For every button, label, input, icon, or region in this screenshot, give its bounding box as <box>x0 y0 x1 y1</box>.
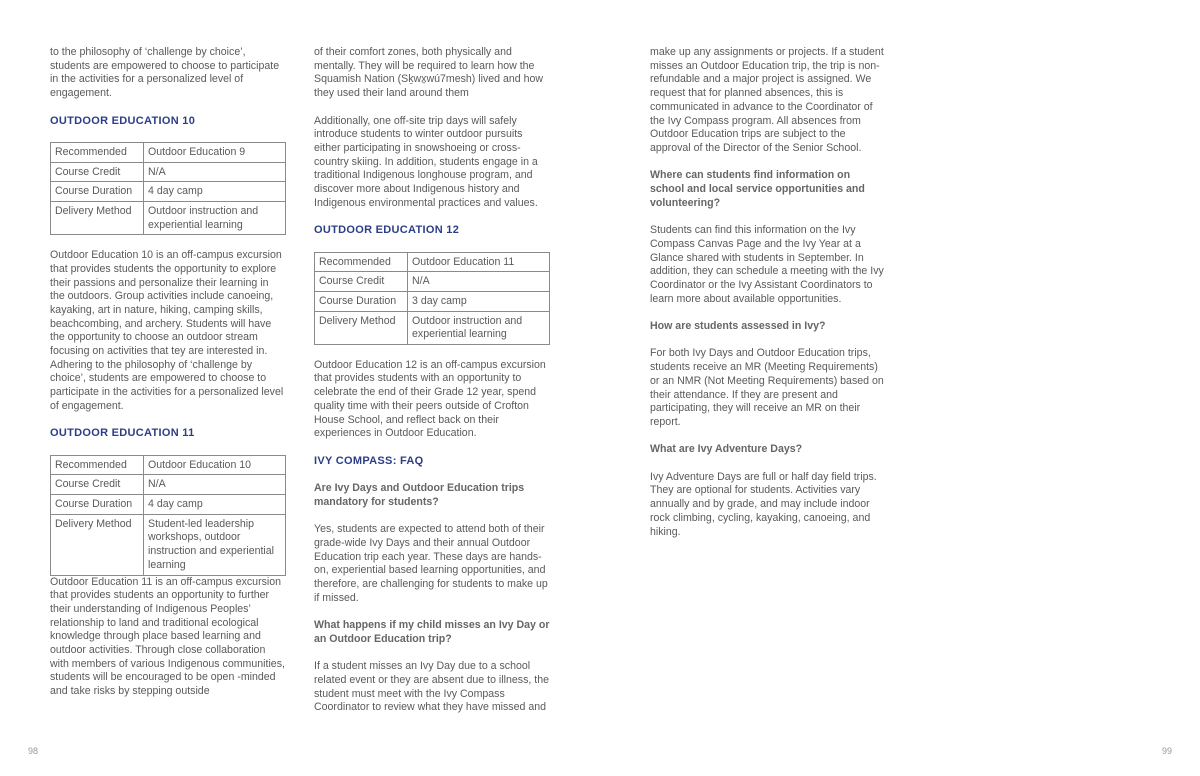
table-row <box>51 475 286 495</box>
oe12-heading: OUTDOOR EDUCATION 12 <box>314 224 460 237</box>
table-value: Student-led leadership workshops, outdoor instruction and experiential learning <box>144 514 286 575</box>
table-value: N/A <box>144 162 286 182</box>
table-key: Course Credit <box>51 162 144 182</box>
table-value: Outdoor Education 9 <box>144 142 286 162</box>
table-key: Course Credit <box>315 272 408 292</box>
table-key: Course Duration <box>51 495 144 515</box>
faq-question-1: Are Ivy Days and Outdoor Education trips mandatory for students? <box>314 482 525 508</box>
faq-answer-1: Yes, students are expected to attend both of their grade-wide Ivy Days and their annual Outdoor Education trip each year. These days are hands-on, experiential based learning opportunities, and therefore, are challenging for students to make up if missed. <box>314 523 548 604</box>
faq-question-2: What happens if my child misses an Ivy Day or an Outdoor Education trip? <box>314 619 550 645</box>
faq-answer-5: Ivy Adventure Days are full or half day field trips. They are optional for students. Activities vary annually and by grade, and may include indoor rock climbing, cycling, kayaking, canoeing, and hiking. <box>650 470 877 538</box>
page-number-left: 98 <box>28 746 39 756</box>
table-key: Course Credit <box>51 475 144 495</box>
table-row <box>51 495 286 515</box>
table-row <box>315 311 550 344</box>
faq-answer-4: For both Ivy Days and Outdoor Education trips, students receive an MR (Meeting Requirements) or an NMR (Not Meeting Requirements) based on their attendance. If they are present and participating, they will receive an MR on their report. <box>650 347 884 428</box>
table-value: 3 day camp <box>408 291 550 311</box>
table-value: Outdoor instruction and experiential learning <box>144 202 286 235</box>
oe12-table <box>314 252 550 346</box>
faq-heading: IVY COMPASS: FAQ <box>314 454 424 467</box>
table-value: 4 day camp <box>144 182 286 202</box>
oe11-table <box>50 455 286 576</box>
table-key: Course Duration <box>51 182 144 202</box>
table-value: Outdoor Education 11 <box>408 252 550 272</box>
faq-question-3: Where can students find information on school and local service opportunities and volunteering? <box>650 169 865 209</box>
oe10-description: Outdoor Education 10 is an off-campus excursion that provides students the opportunity to explore their passions and personalize their learning in the outdoors. Group activities include canoeing, kayaking, art in nature, hiking, camping skills, beachcombing, and archery. Students will have the opportunity to choose an outdoor stream focusing on activities that tey are interested in. Adhering to the philosophy of ‘challenge by choice’, students are empowered to choose to participate in the activities for a personalized level of engagement. <box>50 249 284 412</box>
table-row <box>51 182 286 202</box>
table-row <box>315 252 550 272</box>
table-key: Course Duration <box>315 291 408 311</box>
left-column <box>50 46 286 699</box>
faq-question-4: How are students assessed in Ivy? <box>650 320 826 333</box>
table-key: Recommended <box>315 252 408 272</box>
oe10-heading: OUTDOOR EDUCATION 10 <box>50 114 196 127</box>
additional-paragraph: Additionally, one off-site trip days will safely introduce students to winter outdoor pursuits either participating in snowshoeing or cross-country skiing. In addition, students engage in a traditional Indigenous longhouse program, and discover more about Indigenous history and Indigenous environmental practices and values. <box>314 114 538 209</box>
right-column <box>650 46 886 539</box>
oe11-heading: OUTDOOR EDUCATION 11 <box>50 427 195 440</box>
page-number-right: 99 <box>1161 746 1172 756</box>
table-value: 4 day camp <box>144 495 286 515</box>
oe12-description: Outdoor Education 12 is an off-campus excursion that provides students with an opportunity to celebrate the end of their Grade 12 year, spend quality time with their peers outside of Crofton House School, and reflect back on their experiences in Outdoor Education. <box>314 358 546 440</box>
table-key: Delivery Method <box>51 514 144 575</box>
table-row <box>315 272 550 292</box>
table-value: N/A <box>144 475 286 495</box>
faq-answer-2-end: make up any assignments or projects. If a student misses an Outdoor Education trip, the trip is non-refundable and a major project is assigned. We request that for planned absences, this is communicated in advance to the Coordinator of the Ivy Compass program. All absences from Outdoor Education trips are subject to the approval of the Director of the Senior School. <box>650 46 884 154</box>
intro-paragraph: to the philosophy of ‘challenge by choice’, students are empowered to choose to participate in the activities for a personalized level of engagement. <box>50 46 280 100</box>
faq-answer-2-start: If a student misses an Ivy Day due to a school related event or they are absent due to illness, the student must meet with the Ivy Compass Coordinator to review what they have missed and <box>314 660 549 714</box>
table-row <box>51 142 286 162</box>
table-row <box>51 514 286 575</box>
table-key: Recommended <box>51 455 144 475</box>
table-row <box>51 455 286 475</box>
table-key: Delivery Method <box>315 311 408 344</box>
table-value: Outdoor Education 10 <box>144 455 286 475</box>
table-row <box>51 202 286 235</box>
faq-question-5: What are Ivy Adventure Days? <box>650 443 803 456</box>
middle-column <box>314 46 550 715</box>
table-row <box>51 162 286 182</box>
continued-paragraph: of their comfort zones, both physically and mentally. They will be required to learn how the Squamish Nation (Sḵwx̱wú7mesh) lived and how they used their land around them <box>314 46 544 100</box>
faq-answer-3: Students can find this information on the Ivy Compass Canvas Page and the Ivy Year at a Glance shared with students in September. In addition, they can schedule a meeting with the Ivy Coordinator or the Ivy Assistant Coordinators to learn more about available opportunities. <box>650 224 884 305</box>
table-row <box>315 291 550 311</box>
table-value: N/A <box>408 272 550 292</box>
oe11-description: Outdoor Education 11 is an off-campus excursion that provides students an opportunity to further their understanding of Indigenous Peoples’ relationship to land and traditional ecological knowledge through place based learning and outdoor activities. Through close collaboration with members of various Indigenous communities, students will be encouraged to be open -minded and take risks by stepping outside <box>50 575 285 698</box>
oe10-table <box>50 142 286 236</box>
table-key: Delivery Method <box>51 202 144 235</box>
table-key: Recommended <box>51 142 144 162</box>
table-value: Outdoor instruction and experiential learning <box>408 311 550 344</box>
